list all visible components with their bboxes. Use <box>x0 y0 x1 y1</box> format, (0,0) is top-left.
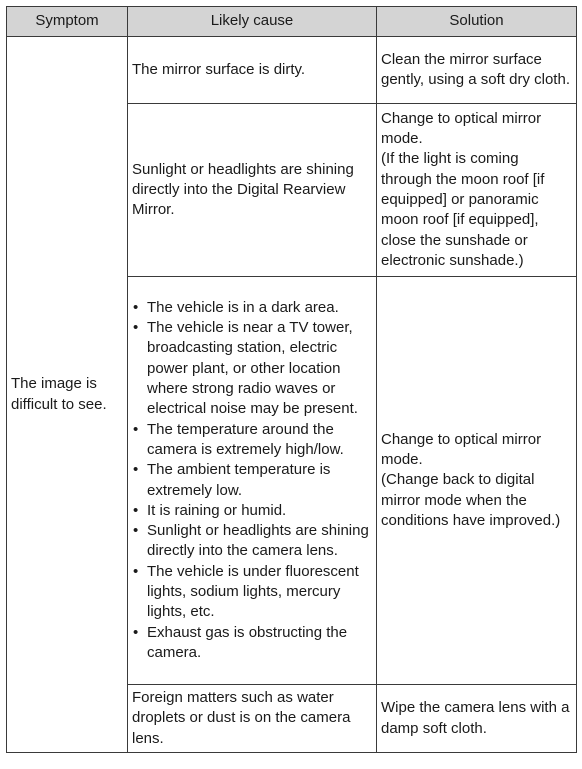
list-item: • Exhaust gas is obstructing the camera. <box>132 623 372 664</box>
list-item: • The vehicle is under fluorescent lights, sodium lights, mercury lights, etc. <box>132 562 372 623</box>
cause-list <box>132 298 372 663</box>
cause-cell <box>128 277 377 685</box>
header-row <box>7 7 577 37</box>
cause-cell: Foreign matters such as water droplets or dust is on the camera lens. <box>128 685 377 753</box>
header-likely-cause: Likely cause <box>128 7 377 37</box>
table-row <box>7 37 577 104</box>
cause-cell: The mirror surface is dirty. <box>128 37 377 104</box>
solution-cell: Wipe the camera lens with a damp soft cloth. <box>377 685 577 753</box>
list-item: • The vehicle is near a TV tower, broadcasting station, electric power plant, or other location where strong radio waves or electrical noise may be present. <box>132 318 372 419</box>
list-item: • It is raining or humid. <box>132 501 372 521</box>
symptom-cell: The image is difficult to see. <box>7 37 128 753</box>
solution-cell <box>377 277 577 685</box>
header-solution: Solution <box>377 7 577 37</box>
list-item: • The vehicle is in a dark area. <box>132 298 372 318</box>
solution-cell: Clean the mirror surface gently, using a soft dry cloth. <box>377 37 577 104</box>
solution-note: (Change back to digital mirror mode when the conditions have improved.) <box>381 471 561 529</box>
header-symptom: Symptom <box>7 7 128 37</box>
list-item: • The ambient temperature is extremely low. <box>132 460 372 501</box>
solution-note: (If the light is coming through the moon roof [if equipped] or panoramic moon roof [if equipped], close the sunshade or electronic sunshade.) <box>381 150 545 269</box>
solution-text: Change to optical mirror mode. <box>381 430 542 469</box>
solution-cell <box>377 104 577 277</box>
cause-cell: Sunlight or headlights are shining directly into the Digital Rearview Mirror. <box>128 104 377 277</box>
troubleshooting-table <box>6 6 577 753</box>
list-item: • The temperature around the camera is extremely high/low. <box>132 420 372 461</box>
solution-text: Change to optical mirror mode. <box>381 109 542 148</box>
list-item: • Sunlight or headlights are shining directly into the camera lens. <box>132 521 372 562</box>
